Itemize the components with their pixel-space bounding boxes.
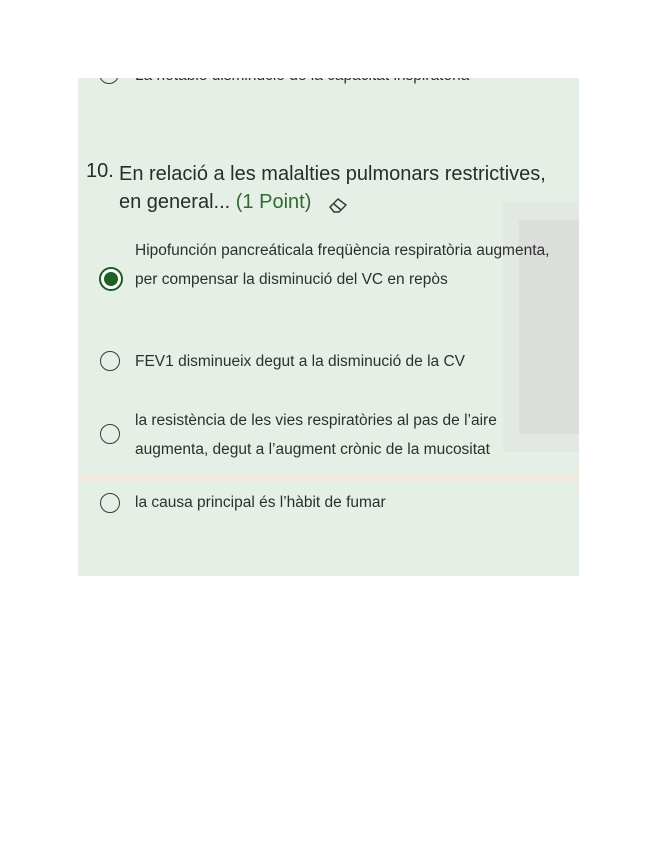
section-divider — [78, 474, 579, 482]
question-points: (1 Point) — [235, 191, 312, 213]
option-3-label[interactable]: la resistència de les vies respiratòries al pas de l’aire augmenta, degut a l’augment crònic de la mucositat — [135, 412, 497, 458]
clip-mask — [78, 64, 579, 78]
question-text: En relació a les malalties pulmonars restrictives, en general... — [119, 163, 546, 213]
option-2-label[interactable]: FEV1 disminueix degut a la disminució de la CV — [135, 353, 465, 370]
eraser-icon[interactable] — [327, 194, 349, 212]
option-3-radio[interactable] — [100, 424, 120, 444]
option-4-label[interactable]: la causa principal és l’hàbit de fumar — [135, 494, 386, 511]
question-title — [119, 160, 569, 216]
option-1-label[interactable]: Hipofunción pancreáticala freqüència respiratòria augmenta, per compensar la disminució del VC en repòs — [135, 242, 550, 288]
option-4-radio[interactable] — [100, 493, 120, 513]
option-1-radio[interactable] — [99, 267, 123, 291]
option-2-radio[interactable] — [100, 351, 120, 371]
question-number: 10. — [86, 160, 114, 182]
